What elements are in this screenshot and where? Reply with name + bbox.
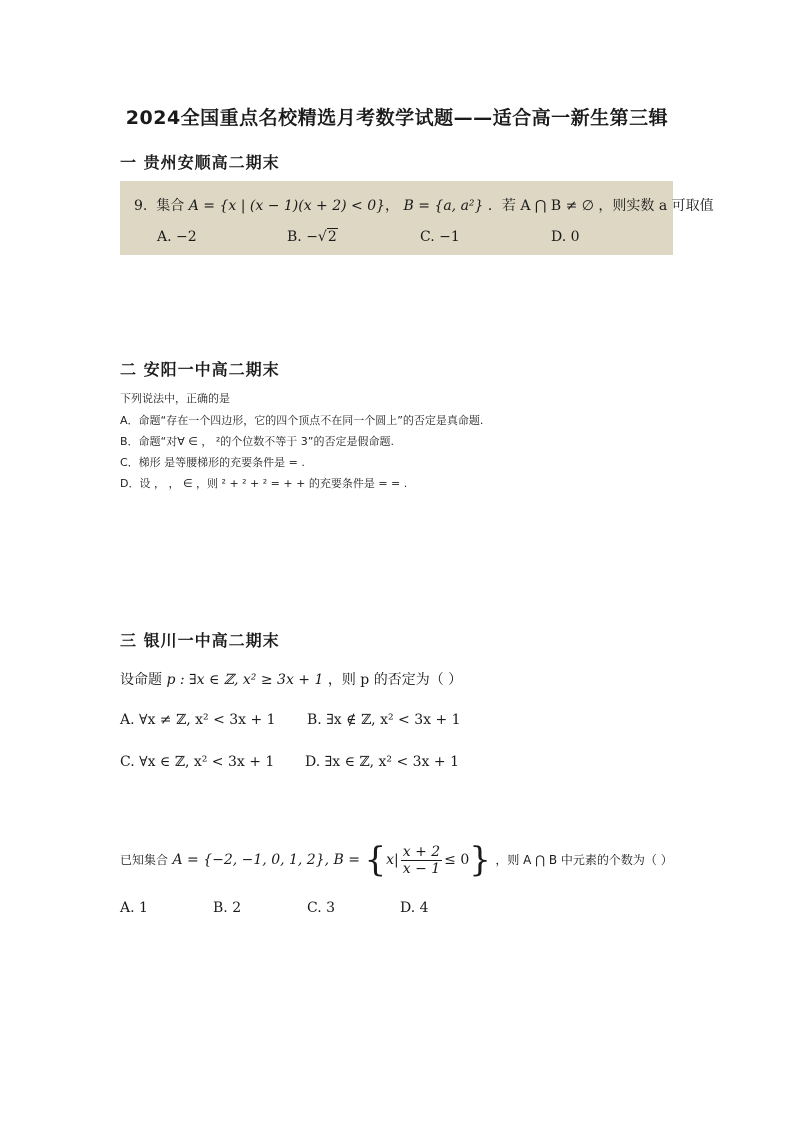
option-a: A. −2	[157, 229, 197, 245]
question-2-stem	[120, 840, 673, 880]
fraction-numerator: x + 2	[402, 843, 441, 860]
leq-zero: ≤ 0	[444, 852, 470, 868]
set-a-definition: A = {x | (x − 1)(x + 2) < 0}	[188, 198, 386, 214]
question-1-stem	[120, 669, 462, 689]
stem-prefix: 设命题	[120, 672, 162, 688]
set-b-definition: B = {a, a²}	[403, 198, 484, 214]
sqrt-symbol: √	[317, 229, 327, 245]
brace-close: }	[469, 840, 491, 880]
option-c: C. 3	[307, 900, 336, 916]
option-c: C．梯形 是等腰梯形的充要条件是 = .	[120, 456, 305, 469]
section-2-heading: 二 安阳一中高二期末	[120, 360, 280, 379]
option-d: D. 0	[551, 229, 580, 245]
option-b: B．命题“对∀ ∈ ， ²的个位数不等于 3”的否定是假命题.	[120, 435, 394, 448]
question-number: 9.	[134, 198, 148, 214]
option-d: D．设 ， ， ∈ ，则 ² + ² + ² = + + 的充要条件是 = = .	[120, 477, 408, 490]
question-9-box	[120, 181, 714, 255]
option-a: A. 1	[120, 900, 148, 916]
stem-prefix: 已知集合	[120, 853, 169, 867]
separator: ，	[385, 198, 400, 214]
option-b: B. ∃x ∉ ℤ, x² < 3x + 1	[307, 712, 461, 728]
option-b-prefix: B. −	[287, 229, 318, 245]
option-c: C. −1	[420, 229, 460, 245]
document-title: 2024全国重点名校精选月考数学试题——适合高一新生第三辑	[125, 107, 669, 129]
option-b	[287, 229, 338, 245]
option-d: D. 4	[400, 900, 429, 916]
set-a-definition: A = {−2, −1, 0, 1, 2}, B =	[172, 852, 360, 868]
sqrt-radicand: 2	[327, 229, 337, 245]
option-a: A．命题“存在一个四边形，它的四个顶点不在同一个圆上”的否定是真命题.	[120, 414, 484, 427]
question-9-stem	[134, 195, 714, 215]
stem-suffix: ，则 p 的否定为（ ）	[327, 672, 463, 688]
stem-suffix: ，则 A ⋂ B 中元素的个数为（ ）	[495, 853, 673, 867]
x-bar: x|	[386, 852, 399, 868]
proposition-p: p : ∃x ∈ ℤ, x² ≥ 3x + 1	[166, 672, 324, 688]
option-b: B. 2	[213, 900, 242, 916]
brace-open: {	[364, 840, 387, 880]
stem-prefix: 集合	[156, 198, 185, 214]
option-a: A. ∀x ≠ ℤ, x² < 3x + 1	[120, 712, 276, 728]
question-intro: 下列说法中，正确的是	[120, 392, 230, 405]
stem-condition: ．若 A ⋂ B ≠ ∅ ，则实数 a 可取值	[487, 198, 714, 214]
option-d: D. ∃x ∈ ℤ, x² < 3x + 1	[305, 754, 459, 770]
section-3-heading: 三 银川一中高二期末	[120, 631, 280, 650]
section-1-heading: 一 贵州安顺高二期末	[120, 153, 280, 172]
fraction-denominator: x − 1	[402, 860, 441, 877]
fraction	[401, 844, 442, 877]
option-c: C. ∀x ∈ ℤ, x² < 3x + 1	[120, 754, 275, 770]
